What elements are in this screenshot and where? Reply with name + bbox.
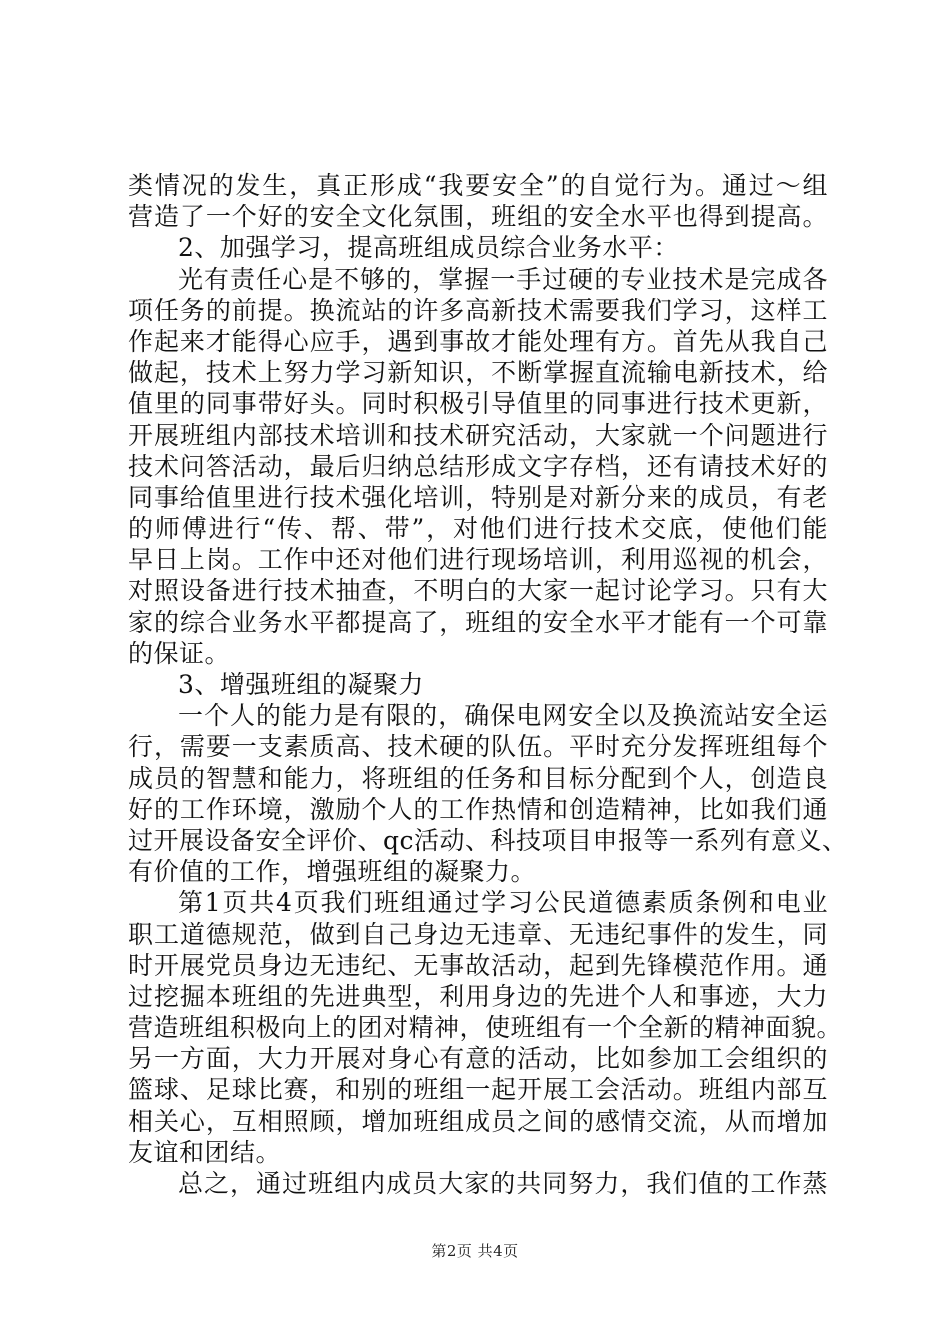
document-body bbox=[128, 170, 848, 1199]
text-line: 2、加强学习，提高班组成员综合业务水平： bbox=[178, 233, 679, 263]
text-line: 的师傅进行“传、帮、带”，对他们进行技术交底，使他们能 bbox=[128, 514, 828, 544]
text-line: 光有责任心是不够的，掌握一手过硬的专业技术是完成各 bbox=[178, 264, 828, 294]
text-line: 的保证。 bbox=[128, 638, 231, 668]
text-line: 技术问答活动，最后归纳总结形成文字存档，还有请技术好的 bbox=[128, 451, 828, 481]
text-line: 过开展设备安全评价、qc活动、科技项目申报等一系列有意义、 bbox=[128, 825, 848, 855]
text-line: 另一方面，大力开展对身心有意的活动，比如参加工会组织的 bbox=[128, 1044, 828, 1074]
text-line: 时开展党员身边无违纪、无事故活动，起到先锋模范作用。通 bbox=[128, 950, 828, 980]
text-line: 职工道德规范，做到自己身边无违章、无违纪事件的发生，同 bbox=[128, 919, 828, 949]
text-line: 第1页共4页我们班组通过学习公民道德素质条例和电业 bbox=[178, 888, 828, 918]
text-line: 同事给值里进行技术强化培训，特别是对新分来的成员，有老 bbox=[128, 482, 828, 512]
text-line: 值里的同事带好头。同时积极引导值里的同事进行技术更新， bbox=[128, 389, 828, 419]
text-line: 开展班组内部技术培训和技术研究活动，大家就一个问题进行 bbox=[128, 420, 828, 450]
text-line: 3、增强班组的凝聚力 bbox=[178, 670, 424, 699]
text-line: 做起，技术上努力学习新知识，不断掌握直流输电新技术，给 bbox=[128, 358, 828, 388]
text-line: 篮球、足球比赛，和别的班组一起开展工会活动。班组内部互 bbox=[128, 1075, 828, 1105]
text-line: 相关心，互相照顾，增加班组成员之间的感情交流，从而增加 bbox=[128, 1106, 828, 1136]
text-line: 总之，通过班组内成员大家的共同努力，我们值的工作蒸 bbox=[178, 1169, 828, 1198]
text-line: 友谊和团结。 bbox=[128, 1137, 282, 1167]
text-line: 行，需要一支素质高、技术硬的队伍。平时充分发挥班组每个 bbox=[128, 732, 828, 762]
text-line: 过挖掘本班组的先进典型，利用身边的先进个人和事迹，大力 bbox=[128, 981, 828, 1011]
text-line: 项任务的前提。换流站的许多高新技术需要我们学习，这样工 bbox=[128, 295, 828, 325]
text-line: 类情况的发生，真正形成“我要安全”的自觉行为。通过～组 bbox=[128, 171, 828, 200]
text-line: 一个人的能力是有限的，确保电网安全以及换流站安全运 bbox=[178, 701, 828, 731]
text-line: 早日上岗。工作中还对他们进行现场培训，利用巡视的机会， bbox=[128, 545, 828, 575]
text-line: 作起来才能得心应手，遇到事故才能处理有方。首先从我自己 bbox=[128, 326, 828, 356]
text-line: 营造班组积极向上的团对精神，使班组有一个全新的精神面貌。 bbox=[128, 1013, 843, 1043]
text-line: 家的综合业务水平都提高了，班组的安全水平才能有一个可靠 bbox=[128, 607, 828, 637]
text-line: 好的工作环境，激励个人的工作热情和创造精神，比如我们通 bbox=[128, 794, 828, 824]
text-line: 成员的智慧和能力，将班组的任务和目标分配到个人，创造良 bbox=[128, 763, 828, 793]
text-line: 对照设备进行技术抽查，不明白的大家一起讨论学习。只有大 bbox=[128, 576, 828, 606]
page-footer: 第2页 共4页 bbox=[431, 1242, 519, 1260]
text-line: 有价值的工作，增强班组的凝聚力。 bbox=[128, 857, 537, 887]
text-line: 营造了一个好的安全文化氛围，班组的安全水平也得到提高。 bbox=[128, 202, 828, 232]
